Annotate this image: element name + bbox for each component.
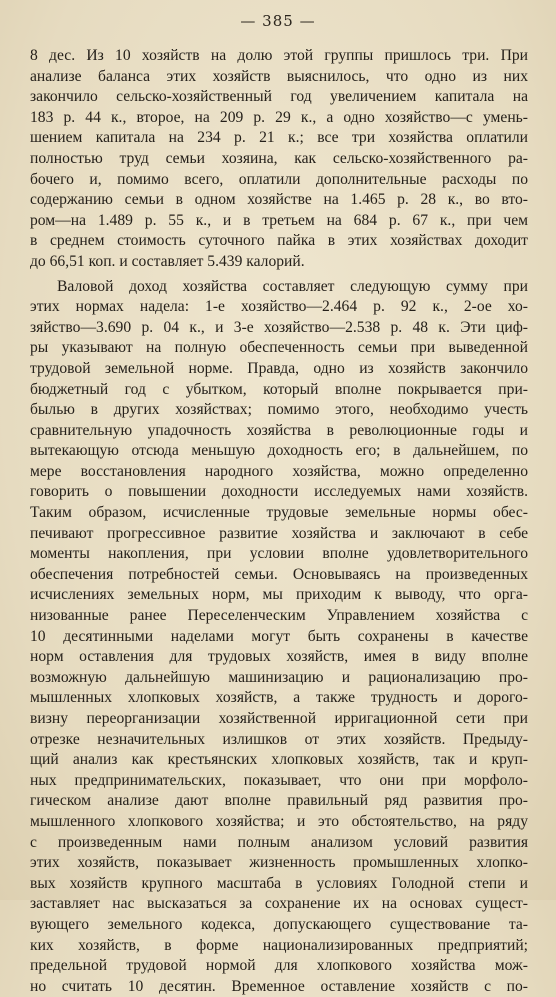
text-line: анализе баланса этих хозяйств выяснилось, что одно из них: [30, 67, 528, 85]
text-line: содержанию семьи в одном хозяйстве на 1.465 р. 28 к., во вто-: [30, 191, 528, 209]
text-line: заставляет нас высказаться за сохранение их на основах сущест-: [30, 895, 528, 913]
text-line: зяйство—3.690 р. 04 к., и 3-е хозяйство—2.538 р. 48 к. Эти циф-: [30, 318, 528, 336]
text-line: вых хозяйств крупного масштаба в условиях Голодной степи и: [30, 874, 528, 892]
text-line: бочего и, помимо всего, оплатили дополнительные расходы по: [30, 170, 528, 188]
text-line: сравнительную упадочность хозяйства в революционные годы и: [30, 421, 528, 439]
text-line: ром—на 1.489 р. 55 к., и в третьем на 684 р. 67 к., при чем: [30, 211, 528, 229]
text-line: закончило сельско-хозяйственный год увеличением капитала на: [30, 88, 528, 106]
text-line: до 66,51 коп. и составляет 5.439 калорий.: [30, 252, 305, 270]
text-line: ры указывают на полную обеспеченность семьи при выведенной: [30, 339, 528, 357]
text-line: щий анализ как крестьянских хлопковых хозяйств, так и круп-: [30, 751, 528, 769]
text-line: этих нормах надела: 1-е хозяйство—2.464 р. 92 к., 2-ое хо-: [30, 298, 528, 316]
text-line: 8 дес. Из 10 хозяйств на долю этой группы пришлось три. При: [30, 47, 528, 64]
text-line: гическом анализе дают вполне правильный ряд развития про-: [30, 792, 528, 810]
text-line: в среднем стоимость суточного пайка в этих хозяйствах доходит: [30, 232, 528, 250]
body-text: [30, 46, 528, 997]
text-line: 183 р. 44 к., второе, на 209 р. 29 к., а одно хозяйство—с умень-: [30, 108, 528, 126]
page-number: — 385 —: [240, 12, 316, 30]
paragraph-1: [30, 46, 528, 273]
text-line: отрезке незначительных излишков от этих хозяйств. Предыду-: [30, 730, 528, 748]
text-line: 10 десятинными наделами могут быть сохранены в качестве: [30, 627, 528, 645]
text-line: визну переорганизации хозяйственной ирригационной сети при: [30, 710, 528, 727]
text-line: шением капитала на 234 р. 21 к.; все три хозяйства оплатили: [30, 129, 528, 147]
text-line: предельной трудовой нормой для хлопкового хозяйства мож-: [30, 957, 528, 975]
text-line: норм оставления для трудовых хозяйств, имея в виду вполне: [30, 648, 528, 666]
text-line: мышленных хлопковых хозяйств, а также трудность и дорого-: [30, 689, 528, 707]
text-line: мышленного хлопкового хозяйства; и это обстоятельство, на ряду: [30, 812, 528, 830]
text-line: Таким образом, исчисленные трудовые земельные нормы обес-: [30, 504, 528, 522]
text-line: этих хозяйств, показывает жизненность промышленных хлопко-: [30, 854, 528, 872]
text-line: полностью труд семьи хозяина, как сельско-хозяйственного ра-: [30, 149, 528, 167]
text-line: вующего земельного кодекса, допускающего существование та-: [30, 915, 528, 933]
text-line: печивают прогрессивное развитие хозяйства и заключают в себе: [30, 524, 528, 542]
text-line: моменты накопления, при условии вполне удовлетворительного: [30, 545, 528, 563]
text-line: Валовой доход хозяйства составляет следующую сумму при: [57, 277, 528, 295]
text-line: обеспечения потребностей семьи. Основываясь на произведенных: [30, 565, 528, 583]
text-line: ких хозяйств, в форме национализированных предприятий;: [30, 936, 528, 954]
text-line: бюджетный год с убытком, который вполне покрывается при-: [30, 380, 528, 398]
text-line: трудовой земельной норме. Правда, одно из хозяйств закончило: [30, 359, 528, 377]
text-line: мере восстановления народного хозяйства, можно определенно: [30, 462, 528, 480]
text-line: вытекающую отсюда меньшую доходность его; в дальнейшем, по: [30, 442, 528, 460]
text-line: исчислениях земельных норм, мы приходим к выводу, что орга-: [30, 586, 528, 604]
text-line: возможную дальнейшую машинизацию и рационализацию про-: [30, 668, 528, 686]
text-line: но считать 10 десятин. Временное оставление хозяйств с по-: [30, 977, 528, 995]
text-line: низованные ранее Переселенческим Управлением хозяйства с: [30, 607, 528, 625]
paragraph-2: [30, 277, 528, 997]
text-line: с произведенным нами полным анализом условий развития: [30, 833, 528, 851]
text-line: ных предпринимательских, показывает, что они при морфоло-: [30, 771, 528, 789]
text-line: говорить о повышении доходности исследуемых нами хозяйств.: [30, 483, 528, 501]
text-line: былью в других хозяйствах; помимо этого, необходимо учесть: [30, 401, 528, 419]
